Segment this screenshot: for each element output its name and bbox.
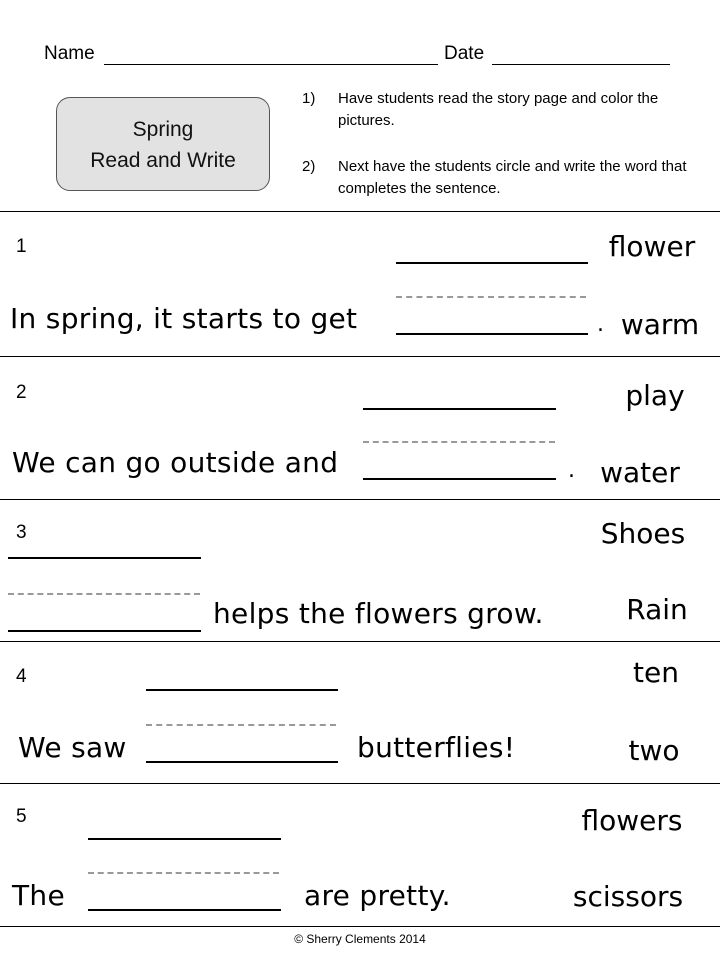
row-divider	[0, 641, 720, 642]
question-2-choice-play[interactable]: play	[625, 379, 685, 412]
date-label: Date	[444, 43, 485, 64]
question-1-choice-flower[interactable]: flower	[608, 230, 696, 263]
instruction-1-text: Have students read the story page and color the pictures.	[338, 90, 659, 129]
question-4-write-line-bottom[interactable]	[146, 761, 338, 763]
question-1-period: .	[597, 312, 604, 337]
question-5-choice-flowers[interactable]: flowers	[581, 804, 683, 837]
question-2-sentence: We can go outside and	[12, 446, 339, 479]
question-4-choice-ten[interactable]: ten	[633, 656, 679, 689]
question-3-write-line-top[interactable]	[8, 557, 201, 559]
name-label: Name	[44, 43, 95, 64]
question-5-number: 5	[16, 806, 27, 827]
question-4-write-line-top[interactable]	[146, 689, 338, 691]
question-4-dashed-midline	[146, 724, 336, 726]
question-4-number: 4	[16, 666, 27, 687]
question-1-write-line-bottom[interactable]	[396, 333, 588, 335]
question-2-choice-water[interactable]: water	[600, 456, 680, 489]
question-3-write-line-bottom[interactable]	[8, 630, 201, 632]
question-1-sentence: In spring, it starts to get	[10, 302, 358, 335]
question-2-period: .	[568, 458, 575, 483]
row-divider	[0, 783, 720, 784]
question-5-sentence-end: are pretty.	[304, 879, 451, 912]
instruction-2-text: Next have the students circle and write the word that completes the sentence.	[338, 158, 687, 197]
question-2-dashed-midline	[363, 441, 555, 443]
instruction-1-number: 1)	[302, 90, 316, 107]
question-5-sentence: The	[12, 879, 65, 912]
question-5-dashed-midline	[88, 872, 279, 874]
question-1-choice-warm[interactable]: warm	[620, 308, 700, 341]
row-divider	[0, 499, 720, 500]
question-2-write-line-bottom[interactable]	[363, 478, 556, 480]
row-divider	[0, 211, 720, 212]
date-line[interactable]	[492, 64, 670, 65]
question-3-sentence: helps the flowers grow.	[213, 597, 544, 630]
title-line-1: Spring	[132, 118, 194, 141]
question-2-write-line-top[interactable]	[363, 408, 556, 410]
question-3-number: 3	[16, 522, 27, 543]
row-divider	[0, 926, 720, 927]
question-4-choice-two[interactable]: two	[628, 734, 680, 767]
question-4-sentence-end: butterflies!	[357, 731, 516, 764]
question-3-choice-shoes[interactable]: Shoes	[600, 517, 686, 550]
question-4-sentence: We saw	[18, 731, 127, 764]
question-5-choice-scissors[interactable]: scissors	[572, 880, 684, 913]
title-box	[56, 97, 270, 191]
row-divider	[0, 356, 720, 357]
question-3-dashed-midline	[8, 593, 200, 595]
title-line-2: Read and Write	[90, 149, 236, 172]
question-1-write-line-top[interactable]	[396, 262, 588, 264]
question-3-choice-rain[interactable]: Rain	[626, 593, 688, 626]
question-5-write-line-bottom[interactable]	[88, 909, 281, 911]
question-1-dashed-midline	[396, 296, 586, 298]
name-line[interactable]	[104, 64, 438, 65]
question-5-write-line-top[interactable]	[88, 838, 281, 840]
copyright-footer: © Sherry Clements 2014	[294, 932, 426, 946]
question-2-number: 2	[16, 382, 27, 403]
question-1-number: 1	[16, 236, 27, 257]
instruction-2-number: 2)	[302, 158, 316, 175]
